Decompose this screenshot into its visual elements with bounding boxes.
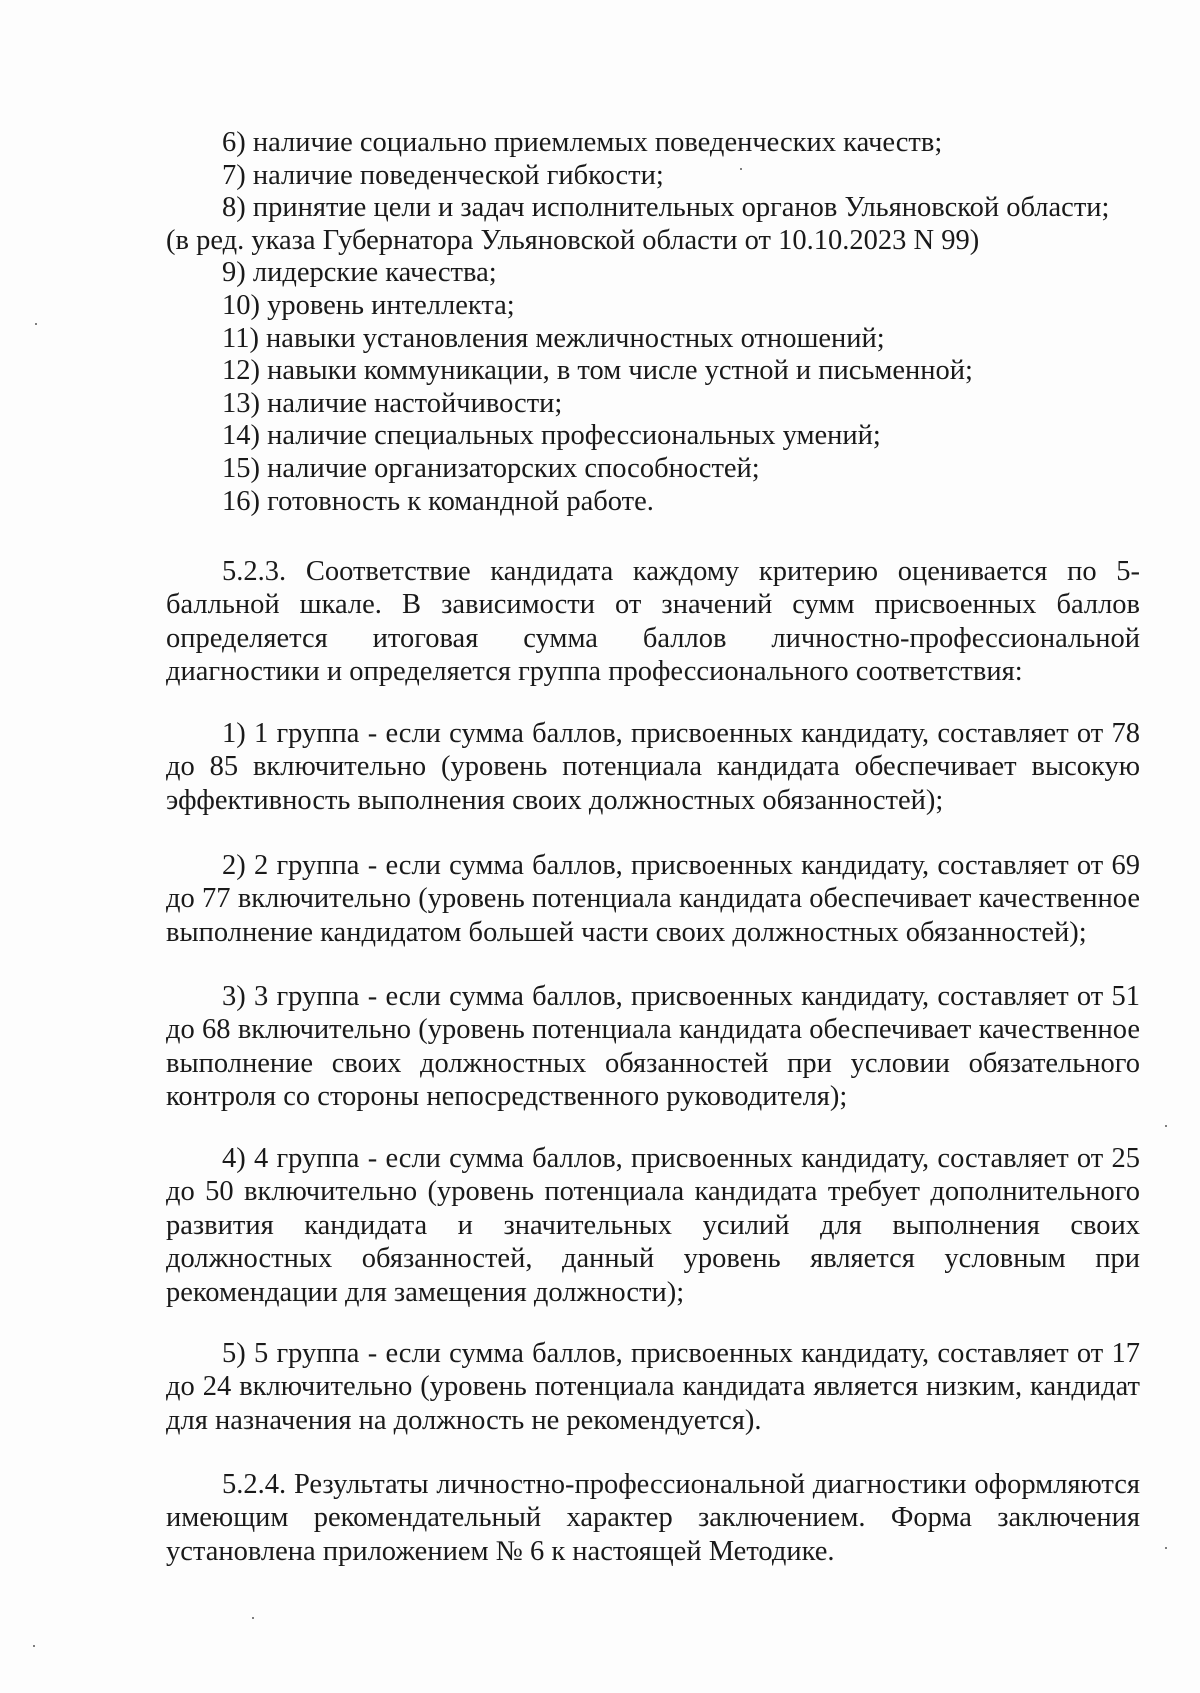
amendment-note: (в ред. указа Губернатора Ульяновской области от 10.10.2023 N 99) bbox=[166, 224, 980, 256]
list-item: 11) навыки установления межличностных отношений; bbox=[222, 322, 885, 354]
group-3-paragraph: 3) 3 группа - если сумма баллов, присвоенных кандидату, составляет от 51 до 68 включительно (уровень потенциала кандидата обеспечивает качественное выполнение своих должностных обязанностей при условии обязательного контроля со стороны непосредственного руководителя); bbox=[166, 981, 1140, 1113]
scan-speck bbox=[1165, 1547, 1167, 1549]
paragraph-5-2-4: 5.2.4. Результаты личностно-профессиональной диагностики оформляются имеющим рекомендательный характер заключением. Форма заключения установлена приложением № 6 к настоящей Методике. bbox=[166, 1469, 1140, 1567]
list-item: 15) наличие организаторских способностей; bbox=[222, 452, 760, 484]
criteria-list bbox=[166, 127, 1140, 518]
list-item: 7) наличие поведенческой гибкости; bbox=[222, 159, 664, 191]
list-item: 10) уровень интеллекта; bbox=[222, 289, 515, 321]
scan-speck bbox=[740, 168, 742, 170]
list-item: 8) принятие цели и задач исполнительных органов Ульяновской области; bbox=[222, 192, 1110, 224]
scan-speck bbox=[252, 1617, 254, 1619]
scan-speck bbox=[1165, 1125, 1167, 1127]
list-item: 13) наличие настойчивости; bbox=[222, 387, 563, 419]
list-item: 14) наличие специальных профессиональных умений; bbox=[222, 420, 881, 452]
paragraph-5-2-3: 5.2.3. Соответствие кандидата каждому критерию оценивается по 5-балльной шкале. В зависимости от значений сумм присвоенных баллов определяется итоговая сумма баллов личностно-профессиональной диагностики и определяется группа профессионального соответствия: bbox=[166, 556, 1140, 688]
list-item: 6) наличие социально приемлемых поведенческих качеств; bbox=[222, 127, 943, 158]
list-item: 16) готовность к командной работе. bbox=[222, 485, 654, 517]
group-4-paragraph: 4) 4 группа - если сумма баллов, присвоенных кандидату, составляет от 25 до 50 включительно (уровень потенциала кандидата требует дополнительного развития кандидата и значительных усилий для выполнения своих должностных обязанностей, данный уровень является условным при рекомендации для замещения должности); bbox=[166, 1143, 1140, 1308]
group-5-paragraph: 5) 5 группа - если сумма баллов, присвоенных кандидату, составляет от 17 до 24 включительно (уровень потенциала кандидата является низким, кандидат для назначения на должность не рекомендуется). bbox=[166, 1338, 1140, 1436]
list-item: 9) лидерские качества; bbox=[222, 257, 497, 289]
group-1-paragraph: 1) 1 группа - если сумма баллов, присвоенных кандидату, составляет от 78 до 85 включительно (уровень потенциала кандидата обеспечивает высокую эффективность выполнения своих должностных обязанностей); bbox=[166, 718, 1140, 816]
scan-speck bbox=[33, 1645, 35, 1647]
group-2-paragraph: 2) 2 группа - если сумма баллов, присвоенных кандидату, составляет от 69 до 77 включительно (уровень потенциала кандидата обеспечивает качественное выполнение кандидатом большей части своих должностных обязанностей); bbox=[166, 850, 1140, 948]
scan-speck bbox=[35, 323, 37, 325]
list-item: 12) навыки коммуникации, в том числе устной и письменной; bbox=[222, 355, 973, 387]
